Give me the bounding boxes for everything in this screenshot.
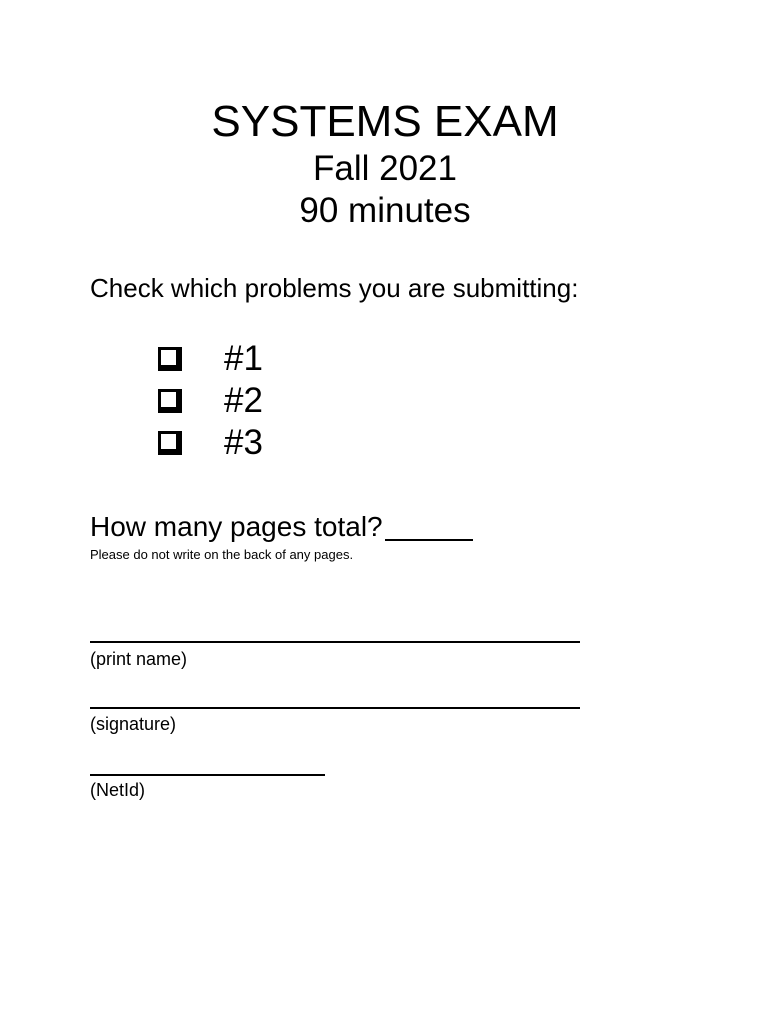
problem-1-label: #1 [224, 339, 263, 378]
problem-2-label: #2 [224, 381, 263, 420]
problem-checklist [158, 338, 263, 464]
signature-line[interactable] [90, 707, 580, 709]
back-of-page-note: Please do not write on the back of any pages. [90, 547, 354, 562]
print-name-caption: (print name) [90, 649, 188, 669]
problem-2-checkbox[interactable] [158, 389, 182, 413]
problem-item-2 [158, 380, 263, 422]
problem-item-3 [158, 422, 263, 464]
submission-instruction: Check which problems you are submitting: [90, 273, 579, 303]
print-name-line[interactable] [90, 641, 580, 643]
exam-duration: 90 minutes [299, 191, 471, 230]
page-count-question [90, 510, 473, 544]
page-count-blank[interactable] [385, 538, 473, 541]
signature-caption: (signature) [90, 714, 177, 734]
exam-title: SYSTEMS EXAM [211, 97, 559, 146]
problem-3-checkbox[interactable] [158, 431, 182, 455]
netid-caption: (NetId) [90, 780, 146, 800]
netid-line[interactable] [90, 774, 325, 776]
problem-item-1 [158, 338, 263, 380]
problem-3-label: #3 [224, 423, 263, 462]
page-count-label: How many pages total? [90, 511, 383, 542]
exam-term: Fall 2021 [313, 149, 457, 188]
problem-1-checkbox[interactable] [158, 347, 182, 371]
